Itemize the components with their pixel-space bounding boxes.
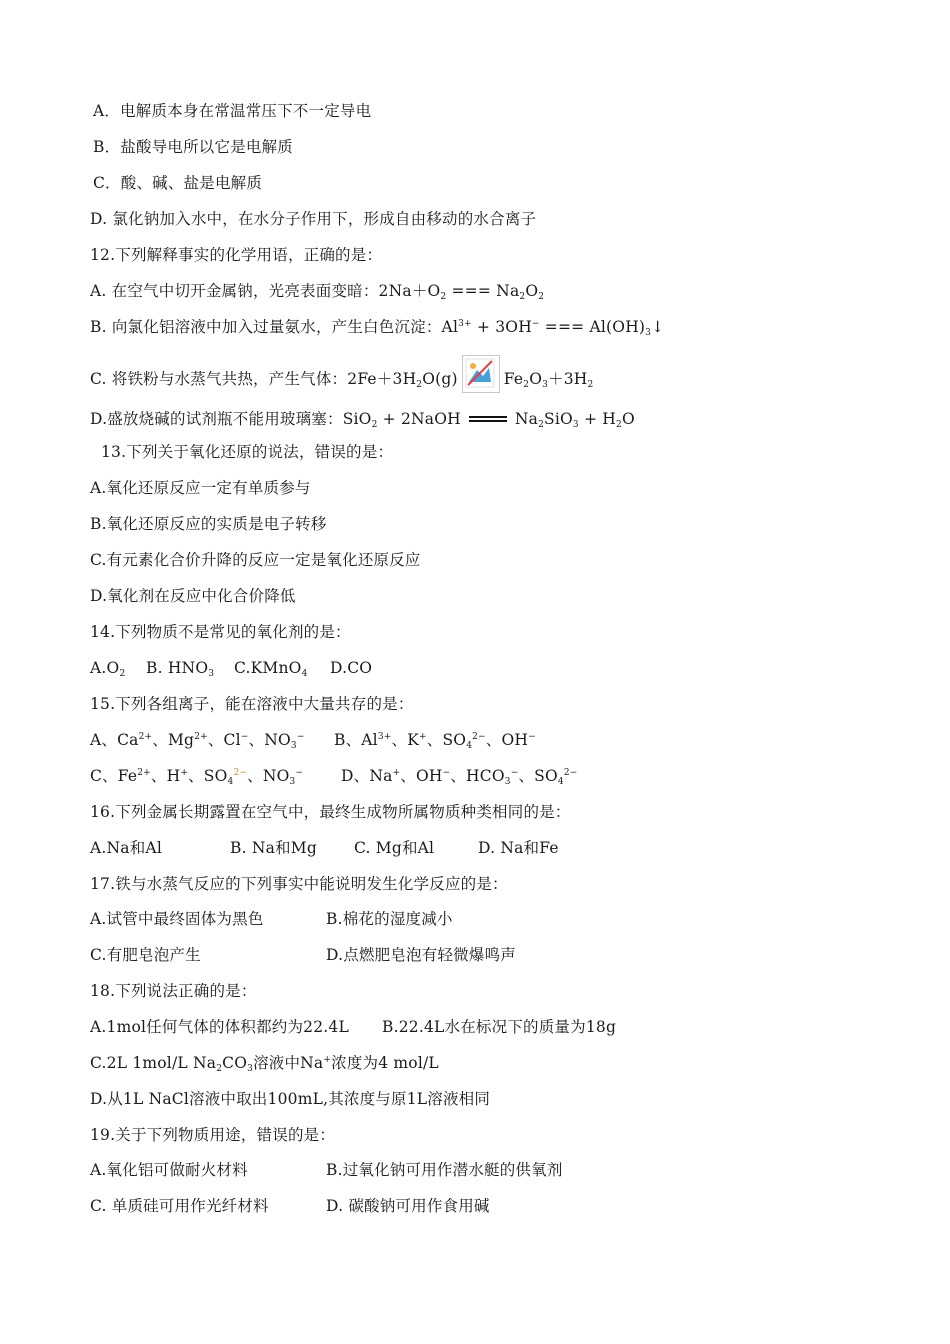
q12-a-mid: === Na [446,282,520,300]
subscript: 2 [616,420,622,430]
q14-option-a: $A.O_2$ [90,659,126,679]
q12-c-text: C. 将铁粉与水蒸气共热，产生气体：2Fe＋3H [90,370,417,388]
q12-c-prod2: O [529,370,543,388]
q12-option-a: A. 在空气中切开金属钠，光亮表面变暗：$2Na+O_2$ === $Na_2O_2$ [90,282,545,302]
q13-stem: 13.下列关于氧化还原的说法，错误的是： [101,443,394,461]
q18-option-d: D.从1L NaCl溶液中取出100mL,其浓度与原1L溶液相同 [90,1090,491,1108]
q17-option-d: D.点燃肥皂泡有轻微爆鸣声 [326,946,516,964]
q13-option-d: D.氧化剂在反应中化合价降低 [90,587,296,605]
q16-option-a: A.Na和Al [90,839,162,857]
q12-d-prod: Na [514,410,539,428]
q12-c-mid: O(g) [422,370,458,388]
q17-option-c: C.有肥皂泡产生 [90,946,201,964]
q11-option-d: D. 氯化钠加入水中，在水分子作用下，形成自由移动的水合离子 [90,210,537,228]
q15-option-b: B、$Al^{3+}$、K+、$SO_4^{2-}$、OH− [334,731,536,751]
q19-option-a: A.氧化铝可做耐火材料 [90,1161,248,1179]
q19-option-b: B.过氧化钠可用作潜水艇的供氧剂 [326,1161,563,1179]
subscript: 2 [440,292,447,302]
q18-option-a: A.1mol任何气体的体积都约为22.4L [90,1018,349,1036]
subscript: 2 [519,292,526,302]
q16-option-d: D. Na和Fe [478,839,559,857]
q12-d-mid: + 2NaOH [377,410,461,428]
subscript: 3 [572,420,579,430]
q17-stem: 17.铁与水蒸气反应的下列事实中能说明发生化学反应的是： [90,875,508,893]
subscript: 2 [538,420,545,430]
q11-option-c: C．酸、碱、盐是电解质 [93,174,263,192]
q12-option-c [90,361,593,399]
q18-option-b: B.22.4L水在标况下的质量为18g [382,1018,617,1036]
q14-option-c: C.KMnO$_4$ [234,659,308,679]
q12-option-b [90,317,664,337]
q15-option-c: C、$Fe^{2+}$、H+、$SO_4^{2-}$、$NO_3^-$ [90,767,304,787]
q17-option-a: A.试管中最终固体为黑色 [90,910,264,928]
q19-option-d: D. 碳酸钠可用作食用碱 [326,1197,490,1215]
double-equals-sign [469,416,507,422]
q11-option-b: B．盐酸导电所以它是电解质 [93,138,293,156]
subscript: 2 [371,420,378,430]
q15-stem: 15.下列各组离子，能在溶液中大量共存的是： [90,695,414,713]
q18-stem: 18.下列说法正确的是： [90,982,257,1000]
q12-c-prod3: ＋3H [548,370,588,388]
q16-option-b: B. Na和Mg [230,839,317,857]
q12-option-d [90,409,635,429]
q13-option-c: C.有元素化合价升降的反应一定是氧化还原反应 [90,551,421,569]
q12-b-mid: + 3OH [471,318,532,336]
q14-option-b: B. $HNO_3$ [146,659,215,679]
q19-stem: 19.关于下列物质用途，错误的是： [90,1126,336,1144]
q13-option-b: B.氧化还原反应的实质是电子转移 [90,515,327,533]
q12-d-prod2: SiO [544,410,573,428]
q12-b-end: === Al(OH) [539,318,646,336]
q18-option-c: C.2L 1mol/L $Na_2CO_3$溶液中Na+浓度为4 mol/L [90,1054,439,1074]
q19-option-c: C. 单质硅可用作光纤材料 [90,1197,269,1215]
subscript: 2 [416,380,423,390]
q15-option-a: A、$Ca^{2+}$、$Mg^{2+}$、Cl−、$NO_3^-$ [90,731,305,751]
subscript: 2 [538,292,545,302]
q12-d-prod4: O [621,410,635,428]
q12-b-text: B. 向氯化铝溶液中加入过量氨水，产生白色沉淀：Al [90,318,459,336]
broken-image-icon [462,355,500,393]
q12-a-text: A. 在空气中切开金属钠，光亮表面变暗：2Na＋O [90,282,441,300]
superscript: − [531,319,540,329]
q13-option-a: A.氧化还原反应一定有单质参与 [90,479,311,497]
subscript: 3 [645,328,652,338]
q14-stem: 14.下列物质不是常见的氧化剂的是： [90,623,351,641]
q15-option-d: D、Na+、OH−、$HCO_3^-$、$SO_4^{2-}$ [341,767,578,787]
q16-stem: 16.下列金属长期露置在空气中，最终生成物所属物质种类相同的是： [90,803,571,821]
q12-d-prod3: + H [578,410,617,428]
q12-stem: 12.下列解释事实的化学用语，正确的是： [90,246,383,264]
q11-option-a: A．电解质本身在常温常压下不一定导电 [93,102,372,120]
q14-option-d: D.CO [330,659,373,677]
subscript: 2 [523,380,530,390]
subscript: 3 [542,380,549,390]
subscript: 2 [587,380,594,390]
q12-c-prod: Fe [503,370,524,388]
q12-d-text: D.盛放烧碱的试剂瓶不能用玻璃塞：SiO [90,410,372,428]
q16-option-c: C. Mg和Al [354,839,435,857]
superscript: 3+ [458,319,472,329]
q17-option-b: B.棉花的湿度减小 [326,910,453,928]
down-arrow-icon: ↓ [651,318,665,336]
